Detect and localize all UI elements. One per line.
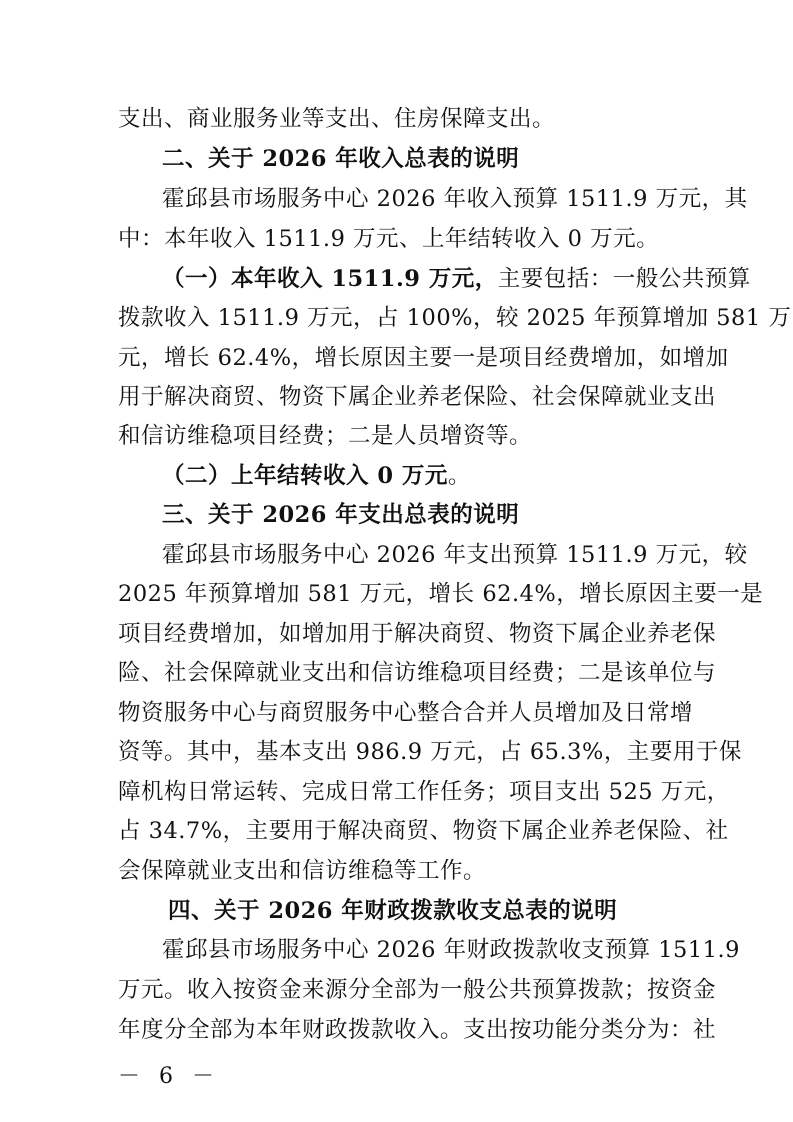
body-line: 拨款收入 1511.9 万元，占 100%，较 2025 年预算增加 581 万 — [118, 305, 792, 331]
body-line: 2025 年预算增加 581 万元，增长 62.4%，增长原因主要一是 — [118, 581, 764, 607]
body-line: 万元。收入按资金来源分全部为一般公共预算拨款；按资金 — [118, 977, 717, 1003]
body-line: 占 34.7%，主要用于解决商贸、物资下属企业养老保险、社 — [118, 818, 729, 844]
body-line: 物资服务中心与商贸服务中心整合合并人员增加及日常增 — [118, 700, 694, 726]
page-number: － 6 － — [118, 1064, 220, 1089]
body-line: 险、社会保障就业支出和信访维稳项目经费；二是该单位与 — [118, 660, 717, 686]
section-heading: 二、关于 2026 年收入总表的说明 — [162, 146, 520, 172]
body-line: 中：本年收入 1511.9 万元、上年结转收入 0 万元。 — [118, 226, 660, 252]
body-line: 资等。其中，基本支出 986.9 万元，占 65.3%，主要用于保 — [118, 739, 742, 765]
subheading-line — [162, 461, 722, 491]
subheading-bold: （二）上年结转收入 0 万元 — [162, 463, 448, 489]
body-line: 项目经费增加，如增加用于解决商贸、物资下属企业养老保 — [118, 621, 717, 647]
body-line: 霍邱县市场服务中心 2026 年支出预算 1511.9 万元，较 — [162, 542, 748, 568]
body-line: 元，增长 62.4%，增长原因主要一是项目经费增加，如增加 — [118, 345, 729, 371]
subheading-rest: 主要包括：一般公共预算 — [497, 266, 751, 292]
section-heading: 四、关于 2026 年财政拨款收支总表的说明 — [168, 898, 618, 924]
body-line: 霍邱县市场服务中心 2026 年财政拨款收支预算 1511.9 — [162, 937, 740, 963]
subheading-line — [162, 264, 751, 294]
section-heading: 三、关于 2026 年支出总表的说明 — [162, 502, 520, 528]
body-line: 用于解决商贸、物资下属企业养老保险、社会保障就业支出 — [118, 384, 717, 410]
body-line: 障机构日常运转、完成日常工作任务；项目支出 525 万元， — [118, 779, 730, 805]
body-line: 支出、商业服务业等支出、住房保障支出。 — [118, 106, 556, 132]
body-line: 和信访维稳项目经费；二是人员增资等。 — [118, 423, 533, 449]
body-line: 霍邱县市场服务中心 2026 年收入预算 1511.9 万元，其 — [162, 186, 748, 212]
subheading-bold: （一）本年收入 1511.9 万元， — [162, 266, 498, 292]
body-line: 会保障就业支出和信访维稳等工作。 — [118, 858, 487, 884]
subheading-rest: 。 — [447, 463, 471, 489]
body-line: 年度分全部为本年财政拨款收入。支出按功能分类分为：社 — [118, 1017, 717, 1043]
